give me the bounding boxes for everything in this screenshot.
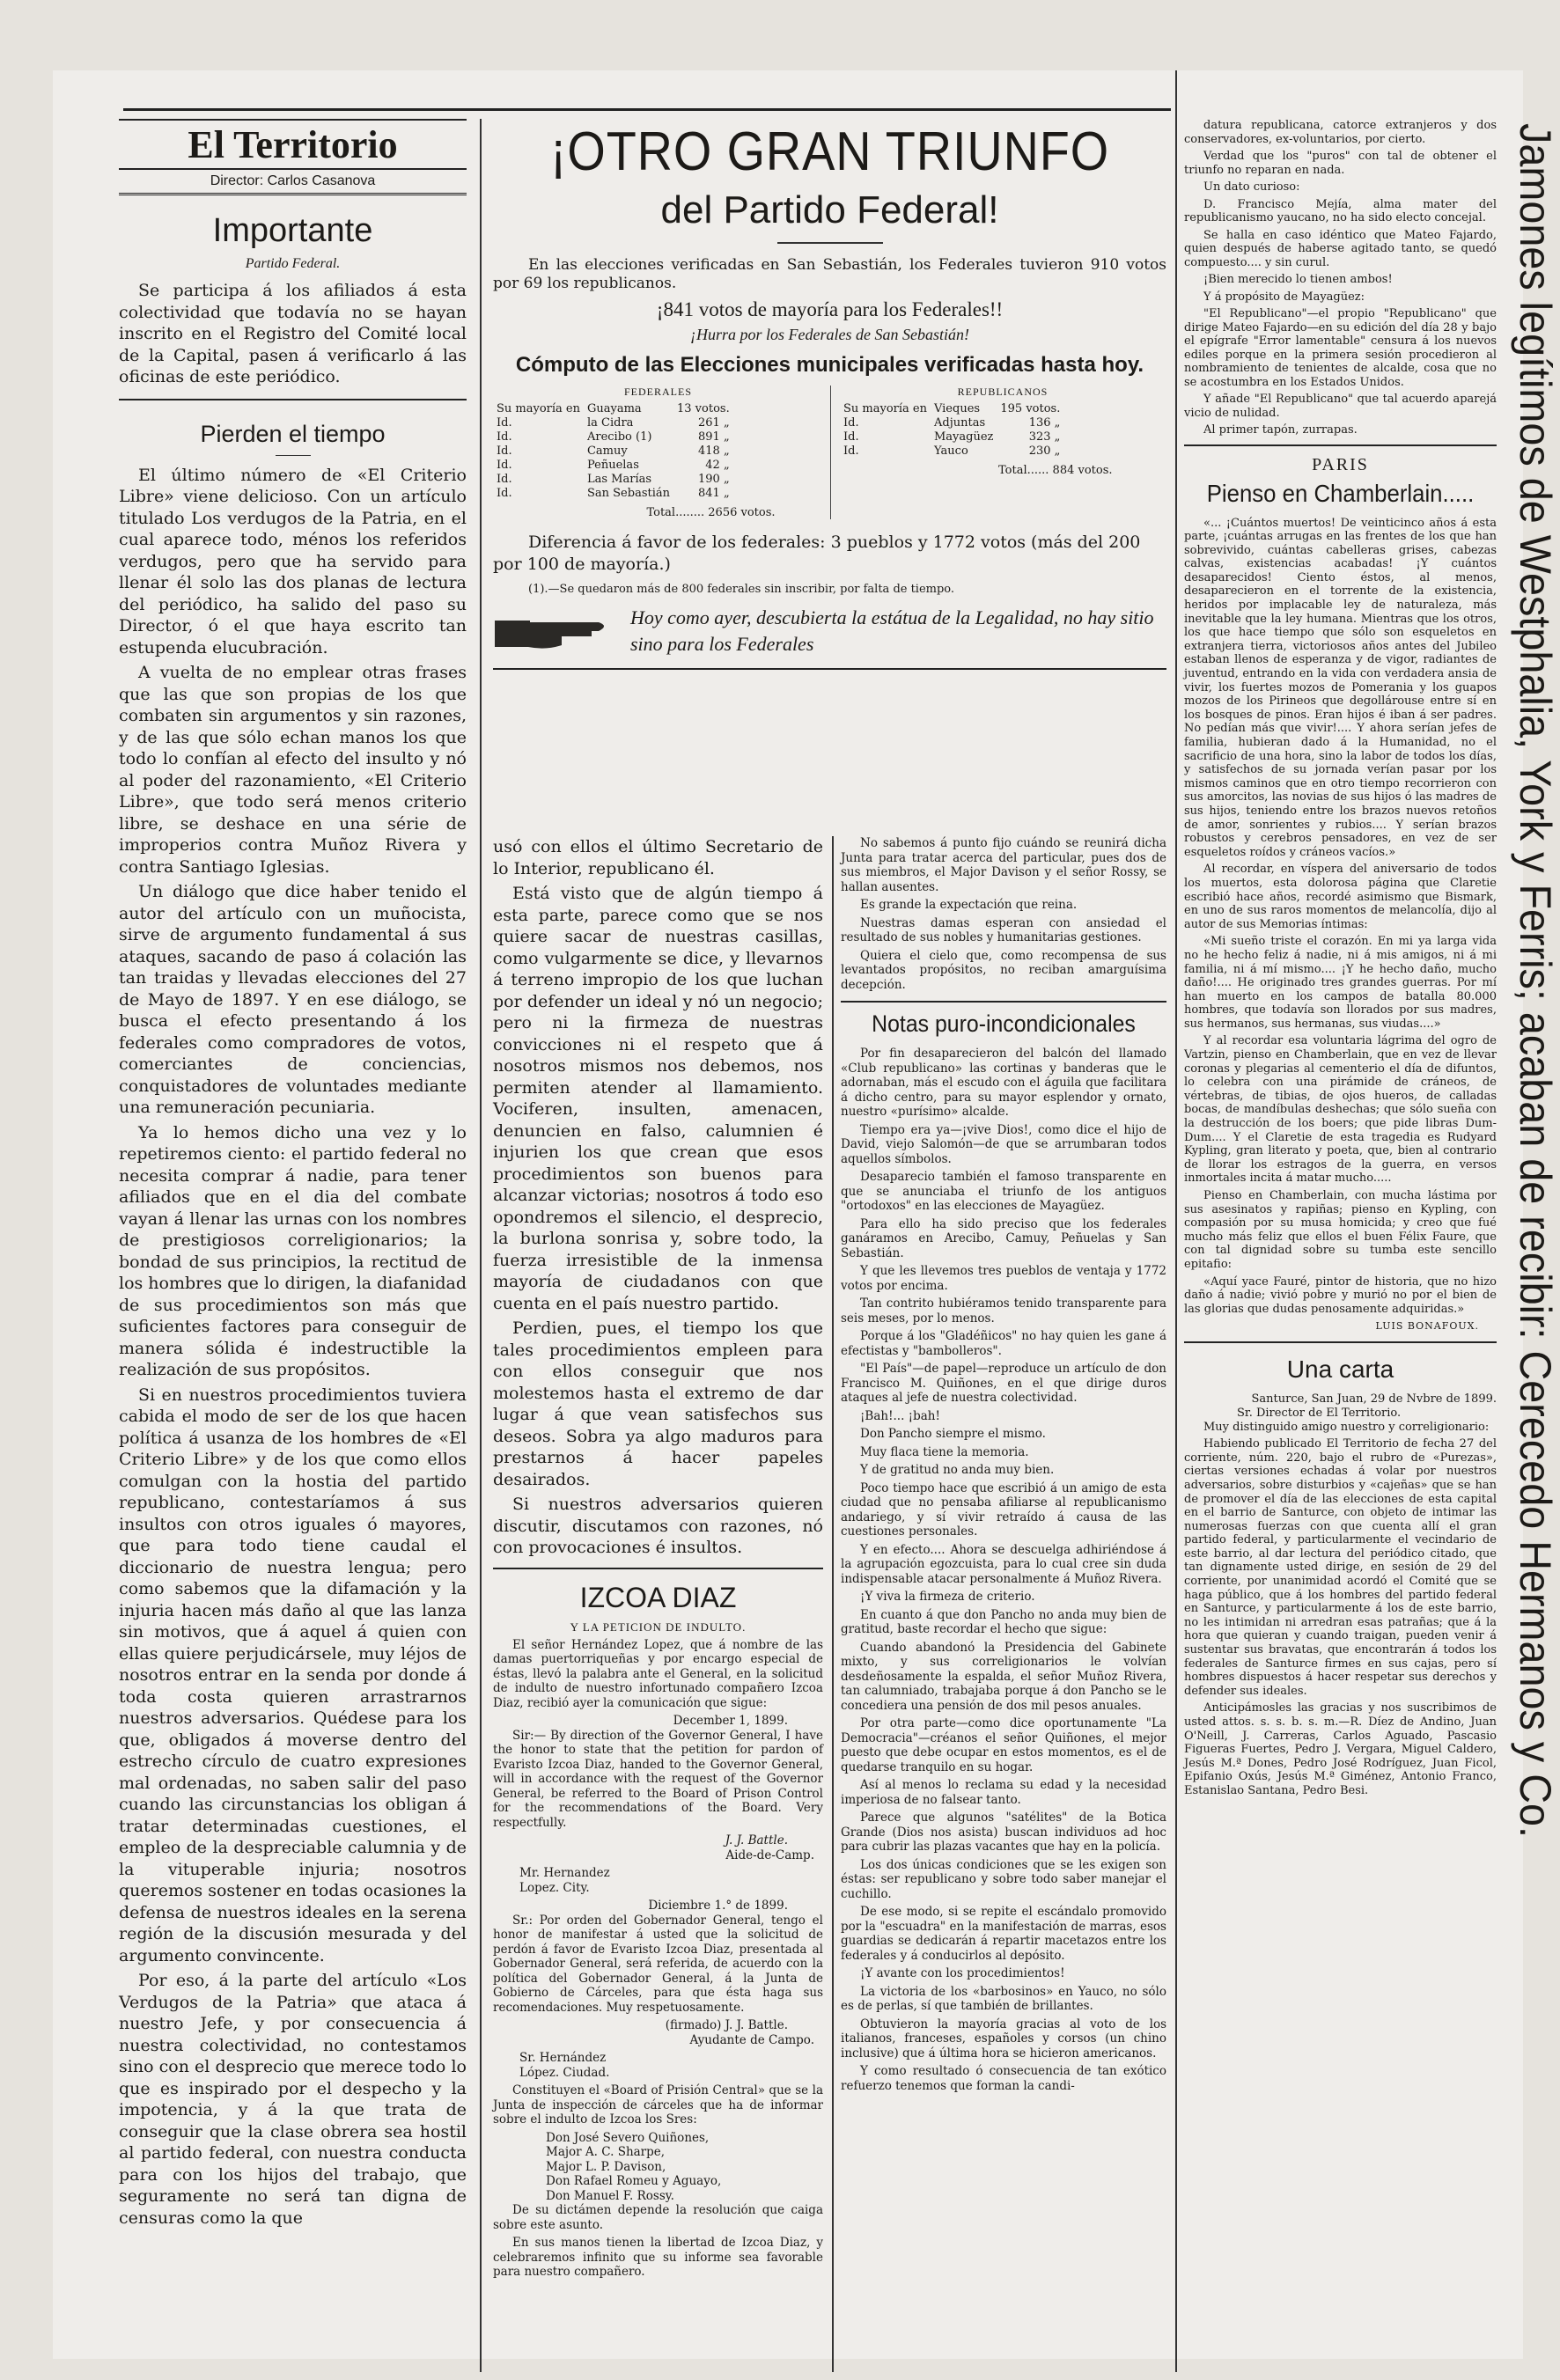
- result-town: Adjuntas: [933, 416, 986, 430]
- federales-header: FEDERALES: [623, 386, 692, 398]
- pointer-notice: [493, 605, 1166, 657]
- article-para: Verdad que los "puros" con tal de obtener el triunfo no reparan en nada.: [1184, 150, 1497, 177]
- notas-para: ¡Y viva la firmeza de criterio.: [860, 1590, 1035, 1604]
- result-prefix: Id.: [843, 416, 859, 430]
- notas-para: De ese modo, si se repite el escándalo promovido por la "escuadra" en la manifestación de marras, esos guardias se dedicarán á repartir macetazos entre los federales y á conducirlos al depósito.: [841, 1905, 1166, 1963]
- article-para: usó con ellos el último Secretario de lo Interior, republicano él.: [493, 837, 823, 878]
- notas-para: Cuando abandonó la Presidencia del Gabinete mixto, y sus correligionarios le volvían desdeñosamente la espalda, el señor Muñoz Rivera, tan calumniado, trabajaba porque á don Pancho se le concediera una pensión de dos mil pesos anuales.: [841, 1640, 1166, 1713]
- republicanos-row: [840, 430, 1063, 444]
- pierden-para: El último número de «El Criterio Libre» viene delicioso. Con un artículo titulado Los verdugos de la Patria, en el cual aparece todo, ménos los referidos verdugos, pero que ha servido para llenar él solo las dos planas de lectura del periódico, ha salido del paso su Director, ó el que haya escrito tan estupenda elucubración.: [119, 465, 467, 657]
- column-rule: [1175, 70, 1177, 2372]
- paris-para: Y al recordar esa voluntaria lágrima del ogro de Vartzin, pienso en Chamberlain, que en vez de llevar coronas y plegarias al cementerio el día de difuntos, lo celebra con una pirámide de cráneos, de vértebras, de tibias, de ojos hueros, de calladas bocas, de mandíbulas deshechas; que sólo sueña con la destrucción de los boers; que pide libras Dum-Dum.... Y el Claretie de esta tragedia es Rudyard Kypling, gran literato y poeta, que, bien al contrario de llorar los estragos de la guerra, en versos inmortales incita á matar mucho.....: [1184, 1034, 1497, 1186]
- notas-para: Parece que algunos "satélites" de la Botica Grande (Dios nos asista) buscan individuos ad hoc para cubrir las plazas vacantes que hay en la policía.: [841, 1811, 1166, 1854]
- carta-salute-2: Muy distinguido amigo nuestro y correligionario:: [1203, 1420, 1490, 1434]
- federales-row: [493, 430, 733, 444]
- hurra-line: ¡Hurra por los Federales de San Sebastián!: [690, 326, 969, 343]
- carta-para: Anticipámosles las gracias y nos suscribimos de usted attos. s. s. b. s. m.—R. Díez de Andino, Juan O'Neill, J. Carreras, Carlos Aguado, Pascasio Figueras Fuertes, Pedro J. Vergara, Miguel Caldero, Jesús M.ª Dones, Pedro José Rodríguez, Juan Ficol, Epifanio Oxús, Jesús M.ª Giménez, Antonio Franco, Estanislao Santana, Pedro Besi.: [1184, 1701, 1497, 1797]
- article-para: D. Francisco Mejía, alma mater del republicanismo yaucano, no ha sido electo concejal.: [1184, 197, 1497, 224]
- result-town: Arecibo (1): [586, 430, 652, 444]
- result-town: Mayagüez: [933, 430, 994, 444]
- article-para: ¡Bien merecido lo tienen ambos!: [1203, 273, 1393, 286]
- notas-para: ¡Bah!... ¡bah!: [860, 1408, 940, 1423]
- intro-text: En las elecciones verificadas en San Sebastián, los Federales tuvieron 910 votos por 69 los republicanos.: [493, 256, 1166, 292]
- republicanos-header: REPUBLICANOS: [957, 386, 1049, 398]
- results-tables: [493, 386, 1166, 519]
- paris-label: PARIS: [1312, 454, 1369, 474]
- section-rule: [493, 1568, 823, 1569]
- paris-para: «Mi sueño triste el corazón. En mi ya larga vida no he hecho feliz á nadie, ni á mis amigos, ni á mi familia, ni á mí mismo.... ¡Y he hecho daño, mucho daño!.... He originado tres grandes guerras. Por mí han muerto en los campos de batalla 80.000 hombres, que todavía son llorados por sus madres, sus hermanos, sus hermanas, sus viudas....»: [1184, 935, 1497, 1031]
- result-prefix: Id.: [497, 473, 512, 486]
- izcoa-date-es: Diciembre 1.° de 1899.: [648, 1899, 788, 1913]
- izcoa-para: De su dictámen depende la resolución que caiga sobre este asunto.: [493, 2203, 823, 2232]
- article-para: "El Republicano"—el propio "Republicano" que dirige Mateo Fajardo—en su edición del día 28 y bajo el epígrafe "Error lamentable" censura á los nuevos ediles porque en la primera sesión procedieron al nombramiento de tenientes de alcalde, cosa que no se acostumbra en los Estados Unidos.: [1184, 307, 1497, 389]
- result-votes: 42 „: [705, 459, 730, 472]
- result-prefix: Id.: [497, 459, 512, 472]
- majority-line: ¡841 votos de mayoría para los Federales!!: [656, 298, 1004, 320]
- article-para: Perdien, pues, el tiempo los que tales procedimientos empleen para con ellos conseguir que nos molestemos hasta el extremo de dar lugar á que vean satisfechos sus deseos. Sobra ya algo maduros para prestarnos á hacer papeles desairados.: [493, 1319, 823, 1489]
- republicanos-row: [840, 416, 1063, 430]
- pierden-para: Por eso, á la parte del artículo «Los Verdugos de la Patria» que ataca á nuestro Jefe, y por consecuencia á nuestra colectividad, no contestamos sino con el desprecio que merece todo lo que es inspirado por el despecho y la impotencia, y á la que trata de conseguir que la clase obrera sea hostil al partido federal, con nuestra conducta para con los hijos del trabajo, que seguramente no será tan digna de censuras como la que: [119, 1971, 467, 2228]
- result-prefix: Id.: [497, 444, 512, 458]
- notas-para: Poco tiempo hace que escribió á un amigo de esta ciudad que no pensaba afiliarse al republicanismo andariego, y sí vivir retraído á causa de las cuestiones personales.: [841, 1480, 1166, 1539]
- column-2: [493, 836, 823, 2372]
- paris-body: [1184, 517, 1497, 1317]
- notas-para: Muy flaca tiene la memoria.: [860, 1444, 1029, 1459]
- notas-para: Porque á los "Gladéñicos" no hay quien les gane á efectistas y "bambolleros".: [841, 1329, 1166, 1358]
- pierden-body: [119, 465, 467, 2229]
- board-member: Don Rafael Romeu y Aguayo,: [546, 2174, 722, 2188]
- column-1: [119, 119, 467, 2372]
- notas-para: Y que les llevemos tres pueblos de ventaja y 1772 votos por encima.: [841, 1264, 1166, 1293]
- pointer-text: Hoy como ayer, descubierta la estátua de la Legalidad, no hay sitio sino para los Federales: [630, 606, 1154, 655]
- article-para: Está visto que de algún tiempo á esta parte, parece como que se nos quiere sacar de nuestras casillas, como vulgarmente se dice, y llevarnos á terreno impropio de los que luchan por defender un ideal y nó un negocio; pero ni la firmeza de nuestras convicciones ni el respeto que á nosotros mismos nos debemos, nos permiten atender al llamamiento. Vociferen, insulten, amenacen, denuncien en falso, calumnien é injurien los que crean que esos procedimientos son buenos para alcanzar victorias; nosotros á todo eso opondremos el silencio, el desprecio, la burlona sonrisa y, sobre todo, la fuerza irresistible de la inmensa mayoría de ciudadanos con que cuenta en el país nuestro partido.: [493, 884, 823, 1313]
- notas-para: En cuanto á que don Pancho no anda muy bien de gratitud, baste recordar el hecho que sigue:: [841, 1607, 1166, 1636]
- federales-rows: [493, 402, 733, 501]
- top-rule: [123, 108, 1171, 111]
- result-town: Guayama: [586, 402, 642, 415]
- article-para: Quiera el cielo que, como recompensa de sus levantados propósitos, no reciban amarguísima decepción.: [841, 948, 1166, 992]
- result-town: San Sebastián: [586, 487, 670, 500]
- carta-salute: Sr. Director de El Territorio.: [1237, 1406, 1402, 1420]
- izcoa-recipient-en: Mr. Hernandez Lopez. City.: [519, 1866, 610, 1895]
- board-member: Don Manuel F. Rossy.: [546, 2188, 674, 2203]
- importante-title: Importante: [212, 212, 373, 249]
- notas-para: Y como resultado ó consecuencia de tan exótico refuerzo tenemos que forman la candi-: [841, 2064, 1166, 2093]
- article-para: No sabemos á punto fijo cuándo se reunirá dicha Junta para tratar acerca del particular, pues dos de sus miembros, el Major Davison y el señor Rossy, se hallan ausentes.: [841, 836, 1166, 894]
- carta-body: [1184, 1392, 1497, 1797]
- izcoa-para: Sir:— By direction of the Governor General, I have the honor to state that the petition for pardon of Evaristo Izcoa Diaz, handed to the Governor General, will in accordance with the request of the Governor General, be referred to the Board of Prison Control for the recommendations of the Board. Very respectfully.: [493, 1728, 823, 1830]
- section-rule: [493, 668, 1166, 670]
- result-prefix: Id.: [843, 444, 859, 458]
- column-3-top: [841, 836, 1166, 992]
- result-town: Camuy: [586, 444, 628, 458]
- izcoa-subtitle: Y LA PETICION DE INDULTO.: [570, 1620, 747, 1634]
- article-para: Se halla en caso idéntico que Mateo Fajardo, quien después de haberse agitado tanto, se quedó compuesto.... y sin curul.: [1184, 228, 1497, 269]
- notas-para: Y en efecto.... Ahora se descuelga adhiriéndose á la agrupación egozcuista, para lo cual cree sin duda indispensable atacar personalmente á Muñoz Rivera.: [841, 1542, 1166, 1586]
- vertical-advertisement: [1505, 123, 1558, 2359]
- pierden-para: Un diálogo que dice haber tenido el autor del artículo con un muñocista, sirve de argumento fundamental á sus ataques, sacando de paso á colación las tan traidas y llevadas elecciones del 27 de Mayo de 1897. Y en ese diálogo, se busca el efecto presentando á los federales como compradores de votos, comerciantes de conciencias, conquistadores de voluntades mediante una remuneración pecuniaria.: [119, 882, 467, 1117]
- paris-para: Al recordar, en víspera del aniversario de todos los muertos, esta dolorosa página que Claretie escribió hace años, recordé asimismo que Bismark, en uno de sus raros momentos de melancolía, dijo al autor de sus Memorias íntimas:: [1184, 863, 1497, 931]
- republicanos-rows: [840, 402, 1063, 459]
- subhead: del Partido Federal!: [660, 188, 999, 231]
- notas-para: Don Pancho siempre el mismo.: [860, 1427, 1046, 1441]
- article-para: Si nuestros adversarios quieren discutir, discutamos con razones, nó con provocaciones é insultos.: [493, 1495, 823, 1557]
- federales-row: [493, 459, 733, 473]
- result-prefix: Id.: [497, 487, 512, 500]
- izcoa-sign-en: J. J. Battle.: [725, 1833, 788, 1847]
- article-para: Al primer tapón, zurrapas.: [1203, 423, 1358, 437]
- article-para: Y á propósito de Mayagüez:: [1203, 290, 1365, 304]
- article-para: Un dato curioso:: [1203, 180, 1300, 194]
- importante-notice: [119, 280, 467, 400]
- notas-para: La victoria de los «barbosinos» en Yauco, no sólo es de perlas, sí que también de brillantes.: [841, 1984, 1166, 2013]
- izcoa-body: [493, 1638, 823, 2280]
- diferencia-line: Diferencia á favor de los federales: 3 pueblos y 1772 votos (más del 200 por 100 de mayoría.): [493, 533, 1141, 574]
- izcoa-para: Constituyen el «Board of Prisión Central» que se la Junta de inspección de cárceles que ha de informar sobre el indulto de Izcoa los Sres:: [493, 2083, 823, 2127]
- center-top-article: [493, 119, 1166, 823]
- federales-row: [493, 473, 733, 487]
- notas-para: Así al menos lo reclama su edad y la necesidad imperiosa de no falsear tanto.: [841, 1778, 1166, 1807]
- republicanos-total: Total...... 884 votos.: [998, 464, 1113, 477]
- masthead-title: El Territorio: [119, 119, 467, 170]
- notas-para: ¡Y avante con los procedimientos!: [860, 1966, 1065, 1980]
- importante-text: Se participa á los afiliados á esta colectividad que todavía no se hayan inscrito en el Registro del Comité local de la Capital, pasen á verificarlo á las oficinas de este periódico.: [119, 281, 467, 386]
- result-prefix: Id.: [497, 430, 512, 444]
- vertical-ad-text: Jamones legítimos de Westphalia, York y Ferris; acaban de recibir: Cerecedo Hermanos y Co.: [1511, 123, 1560, 1838]
- federales-row: [493, 402, 733, 416]
- board-member: Don José Severo Quiñones,: [546, 2130, 710, 2145]
- newspaper-page: [53, 70, 1560, 2359]
- result-prefix: Id.: [497, 416, 512, 430]
- article-para: Nuestras damas esperan con ansiedad el resultado de sus nobles y humanitarias gestiones.: [841, 915, 1166, 944]
- result-votes: 841 „: [698, 487, 730, 500]
- carta-title: Una carta: [1286, 1355, 1394, 1384]
- pierden-para: Si en nuestros procedimientos tuviera cabida el modo de ser de los que hacen política á usanza de los hombres de «El Criterio Libre» y de los que como ellos comulgan con la hostia del partido republicano, contestaríamos á sus insultos con otros iguales ó mayores, que para todo tiene caudal el diccionario de nuestra lengua; pero como sabemos que la difamación y la injuria hacen más daño al que las lanza sin motivos, que á aquel á quien con ellas quiere perjudicársele, muy léjos de nosotros entrar en la senda por donde á toda costa quieren arrastrarnos nuestros adversarios. Quédese para los que, obligados á moverse dentro del estrecho círculo de cuatro expresiones mal ordenadas, no saben salir del paso cuando las circunstancias los obligan á tratar determinadas cuestiones, el empleo de la despreciable calumnia y de la vituperable injuria; nosotros queremos sostener en todas ocasiones la defensa de nuestros ideales en la serena región de la discusión mesurada y del argumento convincente.: [119, 1385, 467, 1965]
- footnote: (1).—Se quedaron más de 800 federales sin inscribir, por falta de tiempo.: [528, 583, 955, 596]
- section-rule: [1184, 1341, 1497, 1343]
- article-para: Y añade "El Republicano" que tal acuerdo aparejá vicio de nulidad.: [1184, 393, 1497, 420]
- result-town: la Cidra: [586, 416, 634, 430]
- article-para: datura republicana, catorce extranjeros y dos conservadores, ex-voluntarios, por cierto.: [1184, 119, 1497, 146]
- notas-para: Tan contrito hubiéramos tenido transparente para seis meses, por lo menos.: [841, 1297, 1166, 1326]
- result-town: Peñuelas: [586, 459, 639, 472]
- izcoa-date-en: December 1, 1899.: [673, 1714, 788, 1728]
- column-2-body: [493, 836, 823, 1559]
- izcoa-para: El señor Hernández Lopez, que á nombre de las damas puertorriqueñas y por encargo especial de éstas, llevó la palabra ante el General, en la solicitud de indulto de nuestro infortunado compañero Izcoa Diaz, recibió ayer la comunicación que sigue:: [493, 1637, 823, 1710]
- column-rule: [480, 119, 482, 2372]
- masthead-director: Director: Carlos Casanova: [119, 170, 467, 195]
- izcoa-sign-es-title: Ayudante de Campo.: [689, 2032, 814, 2047]
- column-3: [841, 836, 1166, 2372]
- column-4: [1184, 119, 1497, 2372]
- board-member: Major L. P. Davison,: [546, 2159, 666, 2174]
- federales-row: [493, 416, 733, 430]
- column-rule: [832, 836, 834, 2372]
- republicanos-row: [840, 444, 1063, 459]
- paris-para: «Aquí yace Fauré, pintor de historia, que no hizo daño á nadie; vivió pobre y murió no por el bien de las glorias que dudas penosamente adquiridas.»: [1184, 1274, 1497, 1316]
- importante-byline: Partido Federal.: [245, 256, 341, 271]
- federales-row: [493, 444, 733, 459]
- divider: [777, 242, 883, 244]
- paris-para: «... ¡Cuántos muertos! De veinticinco años á esta parte, ¡cuántas arrugas en las frentes de los que han sobrevivido, cuántas cabelleras grises, cabezas calvas, existencias acabadas! ¡Y cuántos desaparecidos! Ciento éstos, al menos, desaparecieron en el torrente de la existencia, heridos por implacable ley de naturaleza, más inevitable que la ley humana. Mientras que los otros, los que hace tiempo que sólo son esqueletos en extranjera tierra, victoriosos años antes del Jubileo estaban llenos de esperanza y de vigor, radiantes de juventud, entrando en la vida con verdadera ansia de vivir, los fuertes mozos de Pomerania y los guapos mozos de los Pirineos que degollárouse entre sí en los bosques de pinos. Eran hijos é iban á ser padres. No pedían más que vivir!.... Y ahora serían jefes de familia, hubieran dado á la Humanidad, no el sacrificio de una hora, sino la labor de todos los días, y satisfechos de su jornada verían pasar por los mismos caminos que en otro tiempo recorrieron con sus amorcitos, las novias de sus hijos ó las madres de sus hijos, teniendo entre los brazos nuevos retoños de amor, sonrientes y rubios.... Y serían brazos robustos y cerebros pensadores, en vez de ser esqueletos roídos y cráneos vacíos.»: [1184, 516, 1497, 859]
- federales-total: Total........ 2656 votos.: [646, 506, 776, 519]
- article-para: Es grande la expectación que reina.: [860, 898, 1078, 912]
- carta-date: Santurce, San Juan, 29 de Nvbre de 1899.: [1251, 1392, 1497, 1407]
- paris-para: Pienso en Chamberlain, con mucha lástima por sus asesinatos y rapiñas; pienso en Kypling, con compasión por su musa homicida; y creo que fué mucho más feliz que ellos el buen Félix Faure, que con tal dignidad sobre su tumba este sencillo epitafio:: [1184, 1189, 1497, 1271]
- notas-para: Los dos únicas condiciones que se les exigen son éstas: ser republicano y sobre todo saber manejar el cuchillo.: [841, 1857, 1166, 1901]
- computo-title: Cómputo de las Elecciones municipales verificadas hasta hoy.: [515, 353, 1144, 377]
- pierden-para: Ya lo hemos dicho una vez y lo repetiremos ciento: el partido federal no necesita comprar á nadie, para tener afiliados que en el dia del combate vayan á llenar las urnas con los nombres de prestigiosos correligionarios; la bondad de sus principios, la rectitud de los hombres que lo dirigen, la diafanidad de sus procedimientos son más que suficientes factores para conseguir de manera sólida é indestructible la realización de sus propósitos.: [119, 1122, 467, 1379]
- pierden-para: A vuelta de no emplear otras frases que las que son propias de los que combaten sin argumentos y sin razones, y de las que sólo echan manos los que todo lo confían al efecto del insulto y nó al poder del razonamiento, «El Criterio Libre», que todo será menos criterio libre, se deshace en una série de improperios contra Muñoz Rivera y contra Santiago Iglesias.: [119, 663, 467, 877]
- result-votes: 891 „: [698, 430, 730, 444]
- carta-para: Habiendo publicado El Territorio de fecha 27 del corriente, núm. 220, bajo el rubro de «Purezas», ciertas versiones echadas á volar por nuestros adversarios, sobre disturbios y «cajeñas» que se han de promover el día de las elecciones de esta capital en el barrio de Santurce, con objeto de intimar las numerosas fuerzas con que cuenta allí el gran partido federal, y particularmente el vecindario de este barrio, al dar lectura del periódico citado, que tan dignamente usted dirige, en sesión de 29 del corriente, por unanimidad acordó el Comité que se haga público, que á los hombres del partido federal en Santurce, y particularmente á los de este barrio, no les intimidan ni arredran esas patrañas; que á la hora que quieran y cuando traigan, pueden venir á sustentar sus bravatas, que encontrarán á todos los federales de Santurce firmes en sus cajas, pero sí hombres dispuestos á hacer respetar sus derechos y defender sus ideales.: [1184, 1437, 1497, 1698]
- notas-para: Por fin desaparecieron del balcón del llamado «Club republicano» las cortinas y banderas que le adornaban, más el escudo con el águila que facilitara á dicho centro, para su mayor esplendor y ornato, nuestro «purísimo» alcalde.: [841, 1047, 1166, 1119]
- result-votes: 195 votos.: [1000, 402, 1061, 415]
- headline: ¡OTRO GRAN TRIUNFO: [549, 121, 1110, 182]
- section-rule: [841, 1001, 1166, 1003]
- result-votes: 13 votos.: [677, 402, 730, 415]
- board-member: Major A. C. Sharpe,: [546, 2145, 666, 2159]
- notas-para: Desaparecio también el famoso transparente en que se anunciaba el triunfo de los antiguos "ortodoxos" en las elecciones de Mayagüez.: [841, 1170, 1166, 1213]
- izcoa-sign-es: (firmado) J. J. Battle.: [665, 2018, 788, 2032]
- notas-title: Notas puro-incondicionales: [872, 1010, 1136, 1037]
- izcoa-sign-en-title: Aide-de-Camp.: [725, 1847, 814, 1862]
- federales-table: [493, 386, 831, 519]
- column-4-top: [1184, 119, 1497, 437]
- republicanos-row: [840, 402, 1063, 416]
- notas-para: "El País"—de papel—reproduce un artículo de don Francisco M. Quiñones, en el que dirige duros ataques al jefe de nuestra colectividad.: [841, 1362, 1166, 1405]
- result-prefix: Su mayoría en: [843, 402, 927, 415]
- izcoa-recipient-es: Sr. Hernández López. Ciudad.: [519, 2051, 610, 2080]
- result-votes: 190 „: [698, 473, 730, 486]
- notas-para: Y de gratitud no anda muy bien.: [860, 1463, 1055, 1477]
- izcoa-title: IZCOA DIAZ: [579, 1581, 737, 1613]
- izcoa-para: Sr.: Por orden del Gobernador General, tengo el honor de manifestar á usted que la solicitud de perdón á favor de Evaristo Izcoa Diaz, presentada al Gobernador General, será referida, de acuerdo con la política del Gobernador General, á la Junta de Gobierno de Cárceles, para que ésta haga sus recomendaciones. Muy respetuosamente.: [493, 1913, 823, 2015]
- federales-row: [493, 487, 733, 501]
- notas-para: Tiempo era ya—¡vive Dios!, como dice el hijo de David, viejo Salomón—de que se arrumbaran todos aquellos símbolos.: [841, 1122, 1166, 1166]
- izcoa-para: En sus manos tienen la libertad de Izcoa Diaz, y celebraremos infinito que su informe sea favorable para nuestro compañero.: [493, 2236, 823, 2279]
- republicanos-table: [831, 386, 1166, 519]
- paris-author: LUIS BONAFOUX.: [1375, 1320, 1479, 1333]
- result-votes: 261 „: [698, 416, 730, 430]
- notas-para: Obtuvieron la mayoría gracias al voto de los italianos, franceses, españoles y corsos (un chino inclusive) que á última hora se hicieron americanos.: [841, 2016, 1166, 2060]
- board-list: [493, 2131, 823, 2204]
- notas-para: Para ello ha sido preciso que los federales ganáramos en Arecibo, Camuy, Peñuelas y San Sebastián.: [841, 1216, 1166, 1260]
- result-town: Yauco: [933, 444, 968, 458]
- pierden-title: Pierden el tiempo: [200, 420, 386, 447]
- result-votes: 230 „: [1028, 444, 1061, 458]
- pointing-hand-icon: [493, 605, 625, 657]
- section-rule: [1184, 444, 1497, 446]
- result-votes: 323 „: [1028, 430, 1061, 444]
- result-votes: 418 „: [698, 444, 730, 458]
- result-town: Las Marías: [586, 473, 652, 486]
- notas-para: Por otra parte—como dice oportunamente "La Democracia"—créanos el señor Quiñones, el mejor puesto que debe ocupar en estos momentos, es el de quedarse tranquilo en su hogar.: [841, 1716, 1166, 1774]
- result-town: Vieques: [933, 402, 981, 415]
- divider: [276, 455, 311, 456]
- result-prefix: Id.: [843, 430, 859, 444]
- paris-title: Pienso en Chamberlain.....: [1206, 479, 1475, 507]
- notas-body: [841, 1047, 1166, 2093]
- result-prefix: Su mayoría en: [497, 402, 580, 415]
- result-votes: 136 „: [1028, 416, 1061, 430]
